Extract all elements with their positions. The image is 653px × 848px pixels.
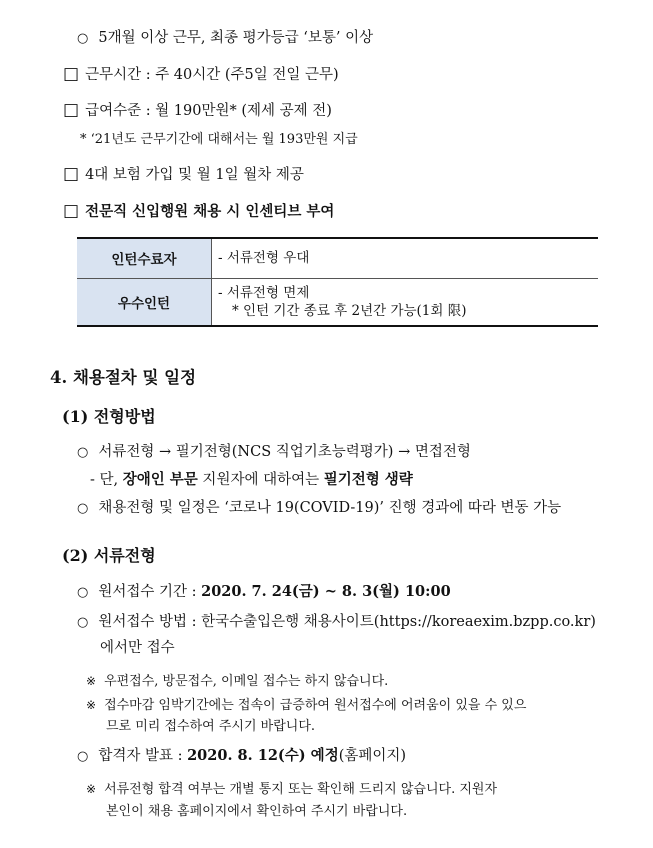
- application-method-item: [77, 612, 596, 633]
- subsection-title: (1) 전형방법: [62, 407, 156, 426]
- condition-text: 5개월 이상 근무, 최종 평가등급 ‘보통’ 이상: [98, 30, 374, 46]
- announcement-suffix: (홈페이지): [338, 748, 407, 764]
- schedule-change-item: [77, 498, 561, 519]
- application-method-cont: 에서만 접수: [100, 640, 175, 656]
- announcement-label: 합격자 발표 :: [98, 748, 188, 764]
- circle-bullet-icon: ○: [77, 749, 89, 764]
- incentive-table: [77, 237, 598, 327]
- square-bullet-icon: □: [63, 201, 80, 221]
- exception-item: [90, 470, 413, 490]
- insurance-text: 4대 보험 가입 및 월 1일 월차 제공: [85, 167, 304, 183]
- section-title: 4. 채용절차 및 일정: [50, 368, 197, 387]
- note-item: [86, 671, 388, 692]
- incentive-item: [63, 201, 334, 222]
- table-header-cell: 우수인턴: [77, 278, 212, 326]
- condition-item: [77, 28, 373, 49]
- reference-mark-icon: ※: [86, 698, 97, 712]
- exception-bold-2: 필기전형 생략: [323, 471, 413, 488]
- work-hours-text: 근무시간 : 주 40시간 (주5일 전일 근무): [85, 67, 339, 83]
- exception-pre: - 단,: [90, 472, 123, 488]
- table-value-cell: - 서류전형 우대: [212, 238, 599, 278]
- salary-item: [63, 100, 332, 121]
- application-period-item: [77, 582, 451, 603]
- table-header-cell: 인턴수료자: [77, 238, 212, 278]
- note-cont: 본인이 채용 홈페이지에서 확인하여 주시기 바랍니다.: [106, 804, 408, 819]
- application-method-text: 원서접수 방법 : 한국수출입은행 채용사이트(https://koreaexim.bzpp.co.kr): [98, 614, 596, 630]
- square-bullet-icon: □: [63, 100, 80, 120]
- reference-mark-icon: ※: [86, 674, 97, 688]
- salary-text: 급여수준 : 월 190만원* (제세 공제 전): [85, 103, 332, 119]
- process-item: [77, 442, 471, 463]
- circle-bullet-icon: ○: [77, 585, 89, 600]
- circle-bullet-icon: ○: [77, 445, 89, 460]
- table-row: [77, 278, 598, 326]
- note-text: 우편접수, 방문접수, 이메일 접수는 하지 않습니다.: [104, 674, 389, 689]
- square-bullet-icon: □: [63, 164, 80, 184]
- circle-bullet-icon: ○: [77, 501, 89, 516]
- note-item: [86, 779, 497, 800]
- subsection-title: (2) 서류전형: [62, 546, 156, 565]
- table-row: [77, 238, 598, 278]
- table-value-note: * 인턴 기간 종료 후 2년간 가능(1회 限): [232, 302, 467, 319]
- circle-bullet-icon: ○: [77, 615, 89, 630]
- circle-bullet-icon: ○: [77, 31, 89, 46]
- work-hours-item: [63, 64, 339, 85]
- note-text: 접수마감 임박기간에는 접속이 급증하여 원서접수에 어려움이 있을 수 있으: [104, 698, 527, 713]
- salary-note: * ‘21년도 근무기간에 대해서는 월 193만원 지급: [80, 132, 358, 147]
- schedule-change-text: 채용전형 및 일정은 ‘코로나 19(COVID-19)’ 진행 경과에 따라 변동 가능: [98, 500, 562, 516]
- announcement-item: [77, 746, 406, 767]
- exception-mid: 지원자에 대하여는: [197, 472, 324, 488]
- insurance-item: [63, 164, 304, 185]
- note-item: [86, 695, 526, 716]
- process-text: 서류전형 → 필기전형(NCS 직업기초능력평가) → 면접전형: [98, 444, 471, 460]
- announcement-value: 2020. 8. 12(수) 예정: [187, 747, 339, 764]
- application-period-label: 원서접수 기간 :: [98, 584, 202, 600]
- note-text: 서류전형 합격 여부는 개별 통지 또는 확인해 드리지 않습니다. 지원자: [104, 782, 498, 797]
- application-period-value: 2020. 7. 24(금) ~ 8. 3(월) 10:00: [201, 583, 451, 600]
- reference-mark-icon: ※: [86, 782, 97, 796]
- table-value-cell: [212, 278, 599, 326]
- exception-bold-1: 장애인 부문: [122, 471, 198, 488]
- square-bullet-icon: □: [63, 64, 80, 84]
- table-value-line: - 서류전형 면제: [218, 284, 310, 301]
- note-cont: 므로 미리 접수하여 주시기 바랍니다.: [106, 719, 316, 734]
- incentive-text: 전문직 신입행원 채용 시 인센티브 부여: [85, 203, 335, 220]
